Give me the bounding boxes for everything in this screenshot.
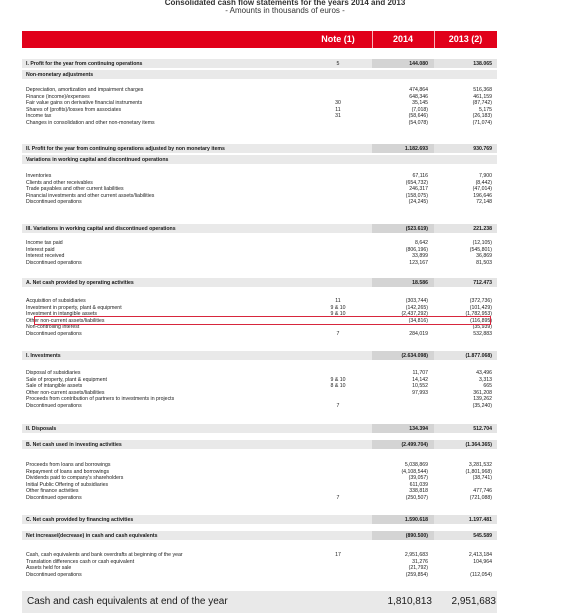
- row-value-2013: 104,964: [473, 558, 492, 565]
- section-investing: [22, 440, 497, 449]
- row-label: Financial investments and other current assets/liabilities: [26, 192, 155, 199]
- section-value-2013: 1.197.481: [468, 517, 492, 523]
- row-value-2014: 611,039: [409, 481, 428, 488]
- row-label: Discontinued operations: [26, 403, 82, 409]
- row-value-2013: (101,429): [469, 304, 492, 311]
- row-label: Finance (income)/expenses: [26, 93, 90, 100]
- row-value-2013: 2,413,184: [468, 552, 492, 558]
- row-value-2014: (4,108,544): [401, 468, 428, 475]
- row-value-2014: 246,317: [409, 186, 428, 193]
- section-value-2014: (890.500): [405, 533, 428, 539]
- row-value-2013: (1,801,968): [465, 468, 492, 475]
- subheading-label: Variations in working capital and discontinued operations: [26, 157, 169, 163]
- row-label: Fair value gains on derivative financial instruments: [26, 100, 143, 107]
- row-label: Acquisition of subsidiaries: [26, 298, 86, 304]
- section-value-2013: 930.769: [473, 146, 492, 152]
- row-value-2013: 532,883: [473, 331, 492, 337]
- header-note: Note (1): [321, 34, 355, 44]
- row-label: Other non-current assets/liabilities: [26, 389, 105, 396]
- row-note: 9 & 10: [330, 304, 346, 311]
- row-value-2014: 31,276: [412, 558, 428, 565]
- row-value-2014: 284,019: [409, 331, 428, 337]
- subheading-label: Non-monetary adjustments: [26, 72, 94, 78]
- final-value-2014: 1,810,813: [387, 596, 432, 607]
- final-value-2013: 2,951,683: [451, 596, 496, 607]
- row-label: Discontinued operations: [26, 571, 82, 578]
- row-value-2014: (58,646): [408, 113, 428, 120]
- section-label: I. Investments: [26, 353, 61, 359]
- row-note: 9 & 10: [330, 311, 346, 318]
- section-label: A. Net cash provided by operating activities: [26, 280, 134, 286]
- row-value-2013: (372,736): [469, 298, 492, 304]
- header-separator: [372, 31, 373, 48]
- row-note: 30: [335, 100, 341, 107]
- row-label: Initial Public Offering of subsidiaries: [26, 481, 109, 488]
- section-label: II. Profit for the year from continuing operations adjusted by non monetary items: [26, 146, 225, 152]
- section-value-2014: (2.499.704): [401, 442, 428, 448]
- row-value-2013: 72,148: [476, 199, 492, 206]
- header-2014: 2014: [392, 34, 414, 44]
- row-note: 7: [336, 495, 340, 501]
- row-value-2014: (24,245): [408, 199, 428, 206]
- row-value-2014: 67,116: [412, 173, 428, 179]
- row-value-2013: (116,895): [470, 317, 492, 324]
- section-label: Net increase/(decrease) in cash and cash equivalents: [26, 533, 158, 539]
- section-label: II. Disposals: [26, 426, 57, 432]
- row-label: Dividends paid to company's shareholders: [26, 475, 124, 482]
- row-label: Repayment of loans and borrowings: [26, 468, 110, 475]
- row-label: Discontinued operations: [26, 199, 82, 206]
- row-value-2013: 5,175: [479, 106, 492, 113]
- section-value-2013: 545.589: [473, 533, 492, 539]
- row-label: Assets held for sale: [26, 565, 72, 572]
- row-value-2014: 474,864: [409, 87, 428, 93]
- row-note: 11: [335, 298, 341, 304]
- row-value-2014: (158,075): [405, 192, 428, 199]
- row-label: Non-controlling interest: [26, 324, 80, 331]
- section-label: III. Variations in working capital and discontinued operations: [26, 226, 176, 232]
- section-value-2013: 221.238: [473, 226, 492, 232]
- section-operating: [22, 278, 497, 287]
- row-value-2014: 35,145: [412, 100, 428, 107]
- row-value-2013: 196,646: [473, 192, 492, 199]
- row-label: Other non-current assets/liabilities: [26, 317, 105, 324]
- row-value-2013: (112,054): [470, 571, 492, 578]
- section-financing: [22, 515, 497, 524]
- row-value-2013: 3,313: [479, 376, 492, 383]
- row-value-2014: (2,437,292): [401, 311, 428, 318]
- note-ref: 5: [336, 61, 340, 67]
- section-final-cash: [22, 591, 497, 613]
- row-value-2013: (545,801): [469, 246, 492, 253]
- row-value-2014: (142,265): [405, 304, 428, 311]
- row-label: Investment in intangible assets: [26, 311, 97, 318]
- row-value-2013: (38,741): [472, 475, 492, 482]
- row-value-2013: (721,088): [469, 495, 492, 501]
- row-value-2014: (21,792): [408, 565, 428, 572]
- row-value-2013: (8,442): [475, 179, 492, 186]
- row-value-2013: (1,782,953): [465, 311, 492, 318]
- row-value-2013: (35,240): [472, 403, 492, 409]
- section-value-2013: 512.704: [473, 426, 492, 432]
- row-note: 7: [336, 403, 340, 409]
- row-value-2013: (87,742): [472, 100, 492, 107]
- row-value-2014: 33,899: [412, 253, 428, 260]
- section-value-2013: 138.065: [473, 61, 492, 67]
- row-label: Proceeds from loans and borrowings: [26, 462, 111, 468]
- row-label: Inventories: [26, 173, 52, 179]
- row-value-2013: 43,496: [476, 370, 492, 376]
- row-label: Shares of (profits)/losses from associates: [26, 106, 122, 113]
- section-label: C. Net cash provided by financing activities: [26, 517, 134, 523]
- subheading-working-capital: [22, 155, 497, 164]
- row-value-2013: (47,014): [472, 186, 492, 193]
- row-label: Translation differences cash or cash equivalent: [26, 558, 135, 565]
- row-label: Disposal of subsidiaries: [26, 370, 81, 376]
- row-value-2014: 338,818: [409, 488, 428, 495]
- row-value-2013: 516,368: [473, 87, 492, 93]
- row-value-2014: (250,507): [405, 495, 428, 501]
- row-value-2013: (26,183): [472, 113, 492, 120]
- row-note: 11: [335, 106, 341, 113]
- row-value-2014: 123,167: [409, 259, 428, 266]
- row-label: Discontinued operations: [26, 259, 82, 266]
- section-label: B. Net cash used in investing activities: [26, 442, 122, 448]
- row-value-2014: (34,816): [408, 317, 428, 324]
- row-label: Sale of property, plant & equipment: [26, 376, 107, 383]
- row-note: 17: [335, 552, 341, 558]
- row-label: Interest received: [26, 253, 65, 260]
- row-value-2013: 477,746: [473, 488, 492, 495]
- row-value-2013: (71,074): [472, 120, 492, 126]
- final-label: Cash and cash equivalents at end of the year: [27, 596, 228, 607]
- section-value-2014: 134.394: [409, 426, 428, 432]
- row-label: Trade payables and other current liabilities: [26, 186, 124, 193]
- row-value-2013: (35,939): [472, 324, 492, 331]
- row-note: 9 & 10: [330, 376, 346, 383]
- row-value-2014: (54,078): [408, 120, 428, 126]
- header-2013: 2013 (2): [448, 34, 483, 44]
- row-label: Income tax paid: [26, 240, 63, 246]
- row-label: Changes in consolidation and other non-monetary items: [26, 120, 155, 126]
- section-value-2013: (1.364.365): [465, 442, 492, 448]
- row-label: Income tax: [26, 113, 52, 120]
- row-value-2014: (259,854): [405, 571, 428, 578]
- section-value-2014: 1.590.618: [404, 517, 428, 523]
- row-value-2014: 14,142: [412, 376, 428, 383]
- statement-title: Consolidated cash flow statements for the years 2014 and 2013: [164, 0, 406, 6]
- section-value-2013: (1.877.068): [465, 353, 492, 359]
- row-value-2014: (7,018): [411, 106, 428, 113]
- row-label: Interest paid: [26, 246, 55, 253]
- row-value-2014: 5,038,869: [404, 462, 428, 468]
- row-value-2013: 665: [483, 383, 492, 390]
- row-note: 8 & 10: [330, 383, 346, 390]
- row-value-2014: (806,196): [405, 246, 428, 253]
- table-header: [22, 31, 497, 48]
- section-value-2014: (523.619): [405, 226, 428, 232]
- row-value-2013: 7,900: [479, 173, 492, 179]
- row-value-2013: 81,503: [476, 259, 492, 266]
- section-value-2014: 18.586: [412, 280, 428, 286]
- section-value-2013: 712.473: [473, 280, 492, 286]
- row-value-2013: 36,869: [476, 253, 492, 260]
- statement-subtitle: - Amounts in thousands of euros -: [225, 6, 345, 15]
- row-label: Discontinued operations: [26, 331, 82, 337]
- row-note: 7: [336, 331, 340, 337]
- row-value-2014: 648,346: [409, 93, 428, 100]
- row-note: 31: [335, 113, 341, 120]
- section-value-2014: (2.634.098): [401, 353, 428, 359]
- row-value-2014: 10,552: [412, 383, 428, 390]
- row-label: Proceeds from contribution of partners to investments in projects: [26, 396, 175, 403]
- row-value-2014: (654,732): [405, 179, 428, 186]
- row-value-2014: 8,642: [415, 240, 428, 246]
- section-working-capital-total: [22, 224, 497, 233]
- section-value-2014: 144.080: [409, 61, 428, 67]
- row-label: Cash, cash equivalents and bank overdrafts at beginning of the year: [26, 552, 183, 558]
- section-adjusted: [22, 144, 497, 153]
- row-label: Sale of intangible assets: [26, 383, 83, 390]
- row-value-2013: 361,208: [473, 389, 492, 396]
- row-value-2014: 97,993: [412, 389, 428, 396]
- row-value-2013: (12,105): [472, 240, 492, 246]
- row-value-2014: 11,707: [412, 370, 428, 376]
- row-value-2013: 461,159: [473, 93, 492, 100]
- row-label: Other finance activities: [26, 488, 79, 495]
- section-net-change: [22, 531, 497, 540]
- row-label: Clients and other receivables: [26, 179, 93, 186]
- header-separator: [434, 31, 435, 48]
- row-value-2014: (303,744): [405, 298, 428, 304]
- row-label: Investment in property, plant & equipment: [26, 304, 122, 311]
- section-profit: [22, 59, 497, 68]
- row-value-2013: 3,281,532: [468, 462, 492, 468]
- row-label: Discontinued operations: [26, 495, 82, 501]
- row-value-2013: 139,262: [473, 396, 492, 403]
- highlight-box: [34, 316, 491, 325]
- section-value-2014: 1.182.693: [404, 146, 428, 152]
- section-investments: [22, 351, 497, 360]
- section-disposals: [22, 424, 497, 433]
- section-label: I. Profit for the year from continuing operations: [26, 61, 143, 67]
- row-value-2014: 2,951,683: [404, 552, 428, 558]
- subheading-nonmonetary: [22, 70, 497, 79]
- row-value-2014: (39,057): [408, 475, 428, 482]
- row-label: Depreciation, amortization and impairment charges: [26, 87, 144, 93]
